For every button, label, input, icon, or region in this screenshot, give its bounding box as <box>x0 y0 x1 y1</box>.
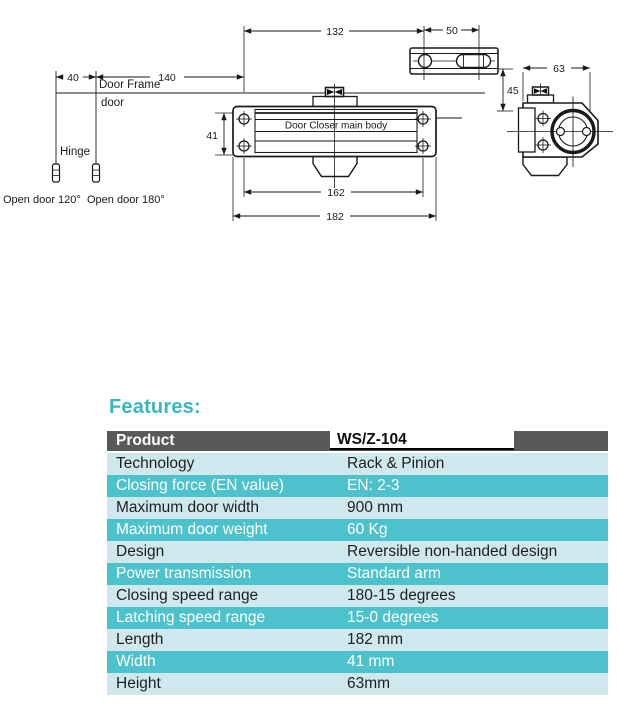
door-closer-side-view <box>507 68 613 176</box>
features-heading: Features: <box>109 396 201 418</box>
open-door-180-label: Open door 180° <box>87 194 165 206</box>
dim-41-label: 41 <box>206 130 218 142</box>
spec-label: Technology <box>116 455 195 472</box>
spec-value: 15-0 degrees <box>347 609 439 626</box>
door-label: door <box>101 97 125 109</box>
spec-label: Latching speed range <box>116 609 266 626</box>
open-door-120-label: Open door 120° <box>3 194 81 206</box>
spec-value: EN: 2-3 <box>347 477 400 494</box>
hinge-pin-180 <box>93 164 100 182</box>
spec-label: Closing force (EN value) <box>116 477 284 494</box>
spec-label: Maximum door weight <box>116 521 268 538</box>
spec-value: 41 mm <box>347 653 395 670</box>
dim-50-label: 50 <box>446 25 458 37</box>
spec-row-technology <box>107 453 608 475</box>
door-closer-front-view <box>215 84 462 221</box>
spec-label: Maximum door width <box>116 499 259 516</box>
dim-63-label: 63 <box>553 63 565 75</box>
spec-value: 63mm <box>347 675 391 692</box>
dim-132-label: 132 <box>326 26 344 38</box>
spec-table <box>107 431 608 695</box>
main-body-label: Door Closer main body <box>284 120 388 132</box>
spec-value: 180-15 degrees <box>347 587 456 604</box>
spec-row-height <box>107 673 608 695</box>
spec-row-design <box>107 541 608 563</box>
spec-row-max-door-width <box>107 497 608 519</box>
spec-row-closing-force <box>107 475 608 497</box>
product-code: WS/Z-104 <box>337 430 407 448</box>
hinge-pin-120 <box>53 164 60 182</box>
spec-label: Design <box>116 543 165 560</box>
spec-label: Height <box>116 675 161 692</box>
spec-value: Rack & Pinion <box>347 455 445 472</box>
spec-label: Length <box>116 631 164 648</box>
spec-label: Closing speed range <box>116 587 259 604</box>
spec-header-label: Product <box>116 432 175 449</box>
spec-value: 900 mm <box>347 499 403 516</box>
spec-value: 182 mm <box>347 631 403 648</box>
spec-row-power-transmission <box>107 563 608 585</box>
dim-140-label: 140 <box>158 72 176 84</box>
dim-45-label: 45 <box>507 85 519 97</box>
spec-value: Standard arm <box>347 565 441 582</box>
spec-label: Width <box>116 653 156 670</box>
dim-162-label: 162 <box>327 187 345 199</box>
spec-row-closing-speed <box>107 585 608 607</box>
dim-40-label: 40 <box>67 72 79 84</box>
spec-label: Power transmission <box>116 565 252 582</box>
spec-row-width <box>107 651 608 673</box>
spec-row-latching-speed <box>107 607 608 629</box>
product-code-box <box>330 431 514 450</box>
spec-value: Reversible non-handed design <box>347 543 558 560</box>
dim-182-label: 182 <box>326 211 344 223</box>
door-frame-label: Door Frame <box>99 79 161 91</box>
spec-row-max-door-weight <box>107 519 608 541</box>
door-closer-technical-drawing <box>0 0 618 240</box>
spec-row-length <box>107 629 608 651</box>
hinge-label: Hinge <box>60 146 91 158</box>
spec-header-row <box>107 431 608 453</box>
spec-value: 60 Kg <box>347 521 388 538</box>
